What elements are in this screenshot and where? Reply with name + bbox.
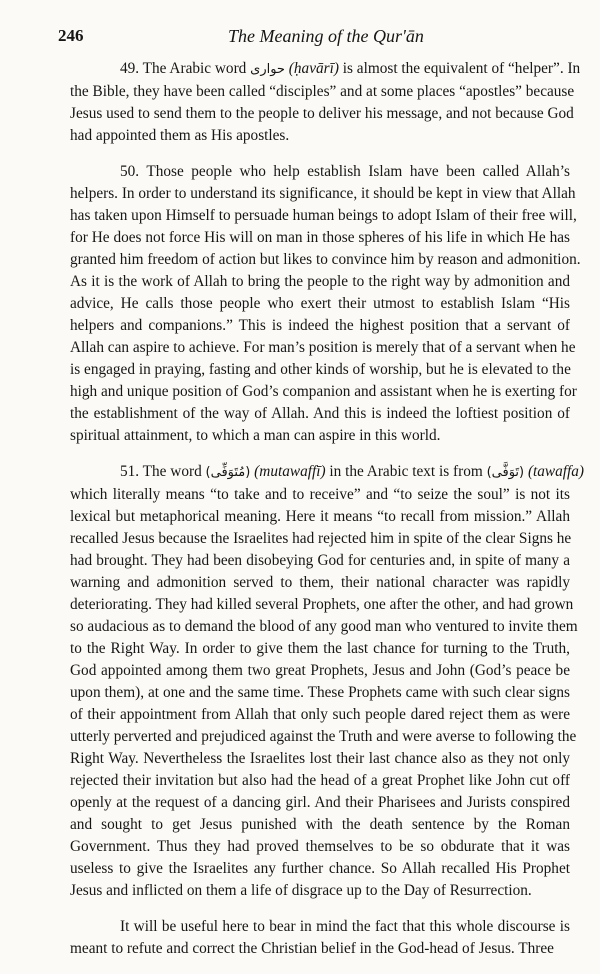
text-line: which literally means “to take and to receive” and “to seize the soul” is not its — [70, 486, 570, 503]
text-line: upon them), at one and the same time. These Prophets came with such clear signs — [70, 684, 570, 701]
text-line: the establishment of the way of Allah. And this is indeed the loftiest position of — [70, 405, 570, 422]
text-segment: 51. The word — [120, 463, 206, 480]
text-segment: in the Arabic text is from — [325, 463, 487, 480]
text-line: and sought to get Jesus punished with the death sentence by the Roman — [70, 816, 570, 833]
text-line: for He does not force His will on man in those spheres of his life in which He has — [70, 229, 570, 246]
text-segment: 49. The Arabic word — [120, 60, 251, 77]
text-line: It will be useful here to bear in mind the fact that this whole discourse is — [120, 918, 570, 935]
text-line — [70, 58, 581, 81]
text-line: Allah can aspire to achieve. For man’s position is merely that of a servant when he — [70, 339, 576, 356]
text-line: had appointed them as His apostles. — [70, 127, 290, 144]
transliteration: (tawaffa) — [527, 463, 585, 480]
text-line: meant to refute and correct the Christian belief in the God-head of Jesus. Three — [70, 940, 554, 957]
text-line: openly at the request of a dancing girl. And their Pharisees and Jurists conspired — [70, 794, 570, 811]
text-line: recalled Jesus because the Israelites had rejected him in spite of the clear Signs he — [70, 530, 572, 547]
text-line: is engaged in praying, fasting and other kinds of worship, but he is elevated to the — [70, 361, 571, 378]
paragraph-3 — [70, 461, 585, 902]
paragraph-1 — [70, 58, 581, 147]
arabic-term: حواری — [250, 62, 285, 77]
text-line: has taken upon Himself to persuade human beings to adopt Islam of their free will, — [70, 207, 577, 224]
text-line — [70, 461, 585, 484]
text-line: of their appointment from Allah that only such people dared reject them as were — [70, 706, 570, 723]
text-line: utterly perverted and prejudiced against the Truth and were averse to following the — [70, 728, 577, 745]
text-line: had brought. They had been disobeying God for centuries and, in spite of many a — [70, 552, 570, 569]
transliteration: (ḥavārī) — [288, 60, 339, 77]
text-line: Jesus and inflicted on them a life of disgrace up to the Day of Resurrection. — [70, 882, 532, 899]
text-line: helpers and companions.” This is indeed the highest position that a servant of — [70, 317, 570, 334]
text-line: the Bible, they have been called “disciples” and at some places “apostles” because — [70, 83, 575, 100]
text-line: Government. Thus they had proved themselves to be so obdurate that it was — [70, 838, 570, 855]
text-line: spiritual attainment, to which a man can aspire in this world. — [70, 427, 441, 444]
page-number: 246 — [58, 26, 84, 45]
text-line: helpers. In order to understand its significance, it should be kept in view that Allah — [70, 185, 576, 202]
text-line: high and unique position of God’s companion and assistant when he is exerting for — [70, 383, 577, 400]
running-title: The Meaning of the Qur'ān — [228, 26, 424, 46]
text-line: to the Right Way. In order to give them the last chance for turning to the Truth, — [70, 640, 570, 657]
text-line: As it is the work of Allah to bring the people to the right way by admonition and — [70, 273, 570, 290]
body-text — [70, 58, 585, 974]
paragraph-4 — [70, 916, 570, 960]
text-line: deteriorating. They had killed several Prophets, one after the other, and had grown — [70, 596, 574, 613]
text-line: granted him freedom of action but likes to convince him by reason and admonition. — [70, 251, 581, 268]
text-line: 50. Those people who help establish Islam have been called Allah’s — [120, 163, 570, 180]
text-line: God appointed among them two great Prophets, Jesus and John (God’s peace be — [70, 662, 570, 679]
transliteration: (mutawaffī) — [254, 463, 326, 480]
page-header — [58, 26, 572, 50]
text-line: Jesus used to send them to the people to deliver his message, and not because God — [70, 105, 574, 122]
text-line: useless to give the Israelites any further chance. So Allah recalled His Prophet — [70, 860, 570, 877]
paragraph-2 — [70, 161, 581, 447]
text-line: Right Way. Nevertheless the Israelites lost their last chance also as they not only — [70, 750, 570, 767]
text-line: rejected their invitation but also had the head of a great Prophet like John cut off — [70, 772, 570, 789]
arabic-term: (تَوَفَّی) — [486, 465, 525, 480]
text-segment: is almost the equivalent of “helper”. In — [338, 60, 581, 77]
text-line: lexical but metaphorical meaning. Here it means “to recall from mission.” Allah — [70, 508, 570, 525]
text-line: so audacious as to demand the blood of any good man who ventured to invite them — [70, 618, 578, 635]
text-line: warning and admonition served to them, their national character was rapidly — [70, 574, 570, 591]
text-line: advice, He calls those people who exert their utmost to establish Islam “His — [70, 295, 570, 312]
arabic-term: (مُتَوَفِّی) — [205, 465, 251, 480]
